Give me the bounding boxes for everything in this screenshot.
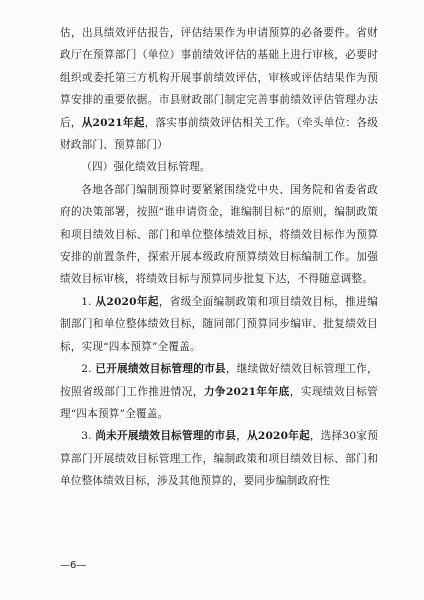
text-run: 1. xyxy=(81,295,96,308)
text-run: 2. xyxy=(81,363,96,376)
text-run: （四）强化绩效目标管理。 xyxy=(81,161,211,174)
text-run: 各地各部门编制预算时要紧紧围绕党中央、国务院和省委省政府的决策部署，按照“谁申请资金，谁编制目标”的原则，编制政策和项目绩效目标、部门和单位整体绩效目标，将绩效目标作为预算安排的前置条件，探索开展本级政府预算绩效目标编制工作。加强绩效目标审核，将绩效目标与预算同步批复下达，不得随意调整。 xyxy=(60,183,378,286)
bold-phrase: 从2020年起 xyxy=(247,430,310,443)
bold-phrase: 从2020年起 xyxy=(95,295,159,308)
section-heading-performance-target xyxy=(60,156,378,178)
text-run: 估，出具绩效评估报告，评估结果作为申请预算的必备要件。省财政厅在预算部门（单位）事前绩效评估的基础上进行审核，必要时组织或委托第三方机构开展事前绩效评估，审核或评估结果作为预算安排的重要依据。市县财政部门制定完善事前绩效评估管理办法后， xyxy=(60,27,378,129)
text-run: ， xyxy=(236,430,248,443)
text-run: ，省级全面编制政策和项目绩效目标，推进编制部门和单位整体绩效目标，随同部门预算同步编审、批复绩效目标，实现“四本预算”全覆盖。 xyxy=(60,295,379,353)
list-item-2 xyxy=(60,358,378,425)
text-run: ，选择30家预算部门开展绩效目标管理工作，编制政策和项目绩效目标、部门和单位整体绩效目标，涉及其他预算的，要同步编制政府性 xyxy=(60,430,378,488)
text-run: 3. xyxy=(81,430,96,443)
page-number: —6— xyxy=(60,560,87,571)
paragraph-evaluation-continuation xyxy=(60,22,378,156)
text-run: ，落实事前绩效评估相关工作。（牵头单位：各级财政部门、预算部门） xyxy=(60,116,378,152)
document-body xyxy=(60,22,378,493)
bold-phrase: 从2021年起 xyxy=(81,116,145,129)
bold-phrase: 已开展绩效目标管理的市县 xyxy=(95,363,226,376)
bold-phrase: 尚未开展绩效目标管理的市县 xyxy=(95,430,237,443)
text-run: ，实现绩效目标管理“四本预算”全覆盖。 xyxy=(60,385,378,420)
list-item-1 xyxy=(60,291,378,358)
paragraph-target-principles xyxy=(60,179,378,291)
list-item-3 xyxy=(60,425,378,492)
text-run: ，继续做好绩效目标管理工作，按照省级部门工作推进情况， xyxy=(60,363,378,398)
bold-phrase: 力争2021年年底 xyxy=(203,385,290,398)
